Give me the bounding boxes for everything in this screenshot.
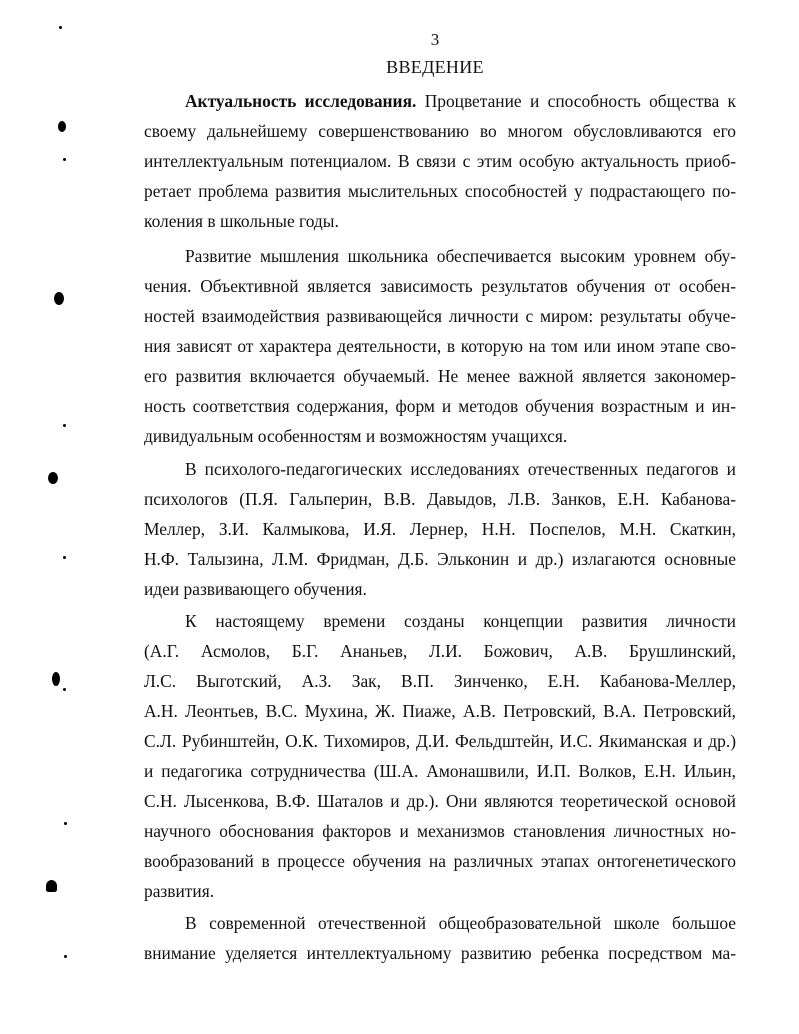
text-line: Н.Ф. Талызина, Л.М. Фридман, Д.Б. Эльконин и др.) излагаются основные bbox=[144, 549, 736, 569]
text-line: научного обоснования факторов и механизмов становления личностных но- bbox=[144, 821, 736, 841]
text-line: его развития включается обучаемый. Не менее важной является закономер- bbox=[144, 366, 736, 386]
text-line: В современной отечественной общеобразовательной школе большое bbox=[185, 913, 736, 933]
text-line: (А.Г. Асмолов, Б.Г. Ананьев, Л.И. Божович, А.В. Брушлинский, bbox=[144, 641, 736, 661]
text-line: коления в школьные годы. bbox=[144, 211, 339, 231]
paragraph-1 bbox=[144, 86, 736, 236]
paragraph-4 bbox=[144, 606, 736, 906]
text-line: Актуальность исследования. Процветание и способность общества к bbox=[185, 91, 737, 111]
text-line: дивидуальным особенностям и возможностям учащихся. bbox=[144, 426, 568, 446]
scan-speck bbox=[48, 472, 58, 484]
scan-speck bbox=[58, 121, 66, 132]
text-line: психологов (П.Я. Гальперин, В.В. Давыдов, Л.В. Занков, Е.Н. Кабанова- bbox=[144, 489, 736, 509]
text-line: С.Н. Лысенкова, В.Ф. Шаталов и др.). Они являются теоретической основой bbox=[144, 791, 736, 811]
text-line: чения. Объективной является зависимость результатов обучения от особен- bbox=[144, 276, 736, 296]
text-line: и педагогика сотрудничества (Ш.А. Амонашвили, И.П. Волков, Е.Н. Ильин, bbox=[144, 761, 736, 781]
scan-speck bbox=[52, 672, 60, 686]
page-number: 3 bbox=[430, 30, 440, 49]
scan-speck bbox=[64, 955, 67, 958]
text-line: своему дальнейшему совершенствованию во многом обусловливаются его bbox=[144, 121, 736, 141]
paragraph-3 bbox=[144, 454, 736, 604]
text-line: К настоящему времени созданы концепции развития личности bbox=[185, 611, 736, 631]
text-line: внимание уделяется интеллектуальному развитию ребенка посредством ма- bbox=[144, 943, 736, 963]
text-line: С.Л. Рубинштейн, О.К. Тихомиров, Д.И. Фельдштейн, И.С. Якиманская и др.) bbox=[144, 731, 736, 751]
text-line: А.Н. Леонтьев, В.С. Мухина, Ж. Пиаже, А.В. Петровский, В.А. Петровский, bbox=[144, 701, 736, 721]
scan-speck bbox=[54, 292, 64, 305]
text-line: Меллер, З.И. Калмыкова, И.Я. Лернер, Н.Н. Поспелов, М.Н. Скаткин, bbox=[144, 519, 736, 539]
text-line: В психолого-педагогических исследованиях отечественных педагогов и bbox=[185, 459, 736, 479]
text-line: Л.С. Выготский, А.З. Зак, В.П. Зинченко, Е.Н. Кабанова-Меллер, bbox=[144, 671, 736, 691]
document-body bbox=[144, 86, 736, 968]
text-line: вообразований в процессе обучения на различных этапах онтогенетического bbox=[144, 851, 736, 871]
text-line: развития. bbox=[144, 881, 215, 901]
scan-speck bbox=[63, 158, 66, 161]
paragraph-5 bbox=[144, 908, 736, 968]
text-line: ность соответствия содержания, форм и методов обучения возрастным и ин- bbox=[144, 396, 736, 416]
text-line: ния зависят от характера деятельности, в которую на том или ином этапе сво- bbox=[144, 336, 736, 356]
text-line: ретает проблема развития мыслительных способностей у подрастающего по- bbox=[144, 181, 736, 201]
text-line: идеи развивающего обучения. bbox=[144, 579, 367, 599]
paragraph-2 bbox=[144, 241, 736, 451]
paragraph-lead: Актуальность исследования. bbox=[185, 91, 417, 111]
text-line: ностей взаимодействия развивающейся личности с миром: результаты обуче- bbox=[144, 306, 736, 326]
page-title: ВВЕДЕНИЕ bbox=[386, 57, 484, 77]
scan-speck bbox=[63, 424, 66, 427]
scan-speck bbox=[46, 880, 57, 892]
scan-speck bbox=[63, 688, 66, 691]
scan-speck bbox=[64, 822, 67, 825]
text-line: Развитие мышления школьника обеспечивается высоким уровнем обу- bbox=[185, 246, 736, 266]
text-line: интеллектуальным потенциалом. В связи с этим особую актуальность приоб- bbox=[144, 151, 736, 171]
scan-speck bbox=[63, 556, 66, 559]
scan-speck bbox=[59, 26, 62, 29]
